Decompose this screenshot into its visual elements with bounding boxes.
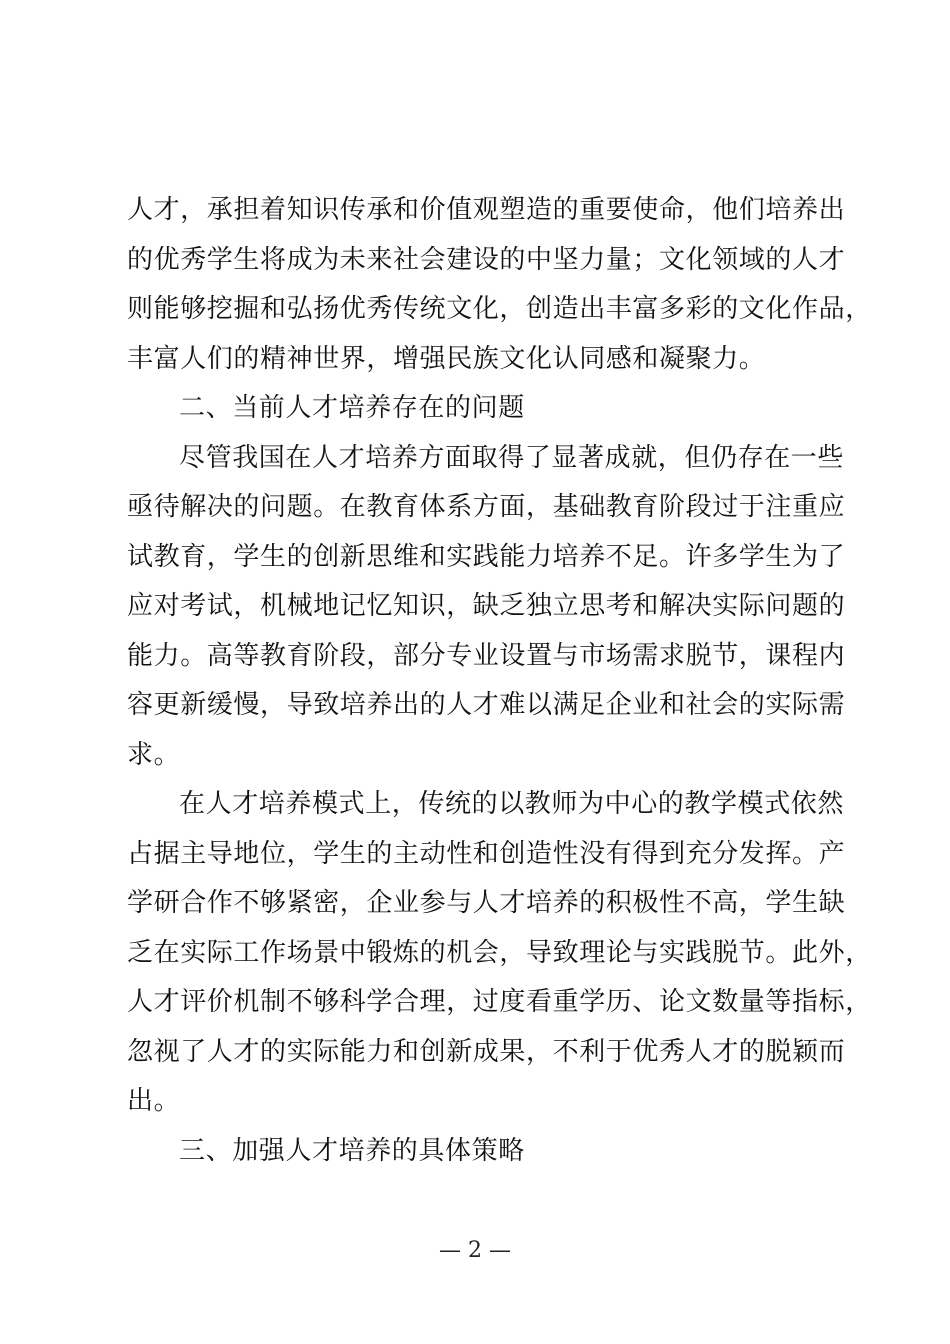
- text-line: 忽视了人才的实际能力和创新成果，不利于优秀人才的脱颖而: [127, 1036, 846, 1067]
- text-line: 则能够挖掘和弘扬优秀传统文化，创造出丰富多彩的文化作品，: [127, 294, 872, 324]
- text-line: 学研合作不够紧密，企业参与人才培养的积极性不高，学生缺: [127, 888, 846, 918]
- section-heading-3: [127, 1127, 853, 1177]
- section-heading-2: [127, 384, 853, 434]
- text-line: 能力。高等教育阶段，部分专业设置与市场需求脱节，课程内: [127, 640, 846, 671]
- text-line: 人才评价机制不够科学合理，过度看重学历、论文数量等指标，: [127, 987, 872, 1017]
- heading-text: 三、加强人才培养的具体策略: [179, 1135, 525, 1166]
- text-line: 求。: [127, 739, 181, 770]
- text-line: 人才，承担着知识传承和价值观塑造的重要使命，他们培养出: [127, 195, 846, 225]
- text-line: 出。: [127, 1086, 181, 1116]
- text-line: 丰富人们的精神世界，增强民族文化认同感和凝聚力。: [127, 343, 766, 374]
- text-line: 的优秀学生将成为未来社会建设的中坚力量；文化领域的人才: [127, 244, 846, 275]
- text-line: 乏在实际工作场景中锻炼的机会，导致理论与实践脱节。此外，: [127, 937, 872, 968]
- paragraph-problems-education: [127, 434, 853, 781]
- text-line: 容更新缓慢，导致培养出的人才难以满足企业和社会的实际需: [127, 690, 846, 720]
- text-line: 试教育，学生的创新思维和实践能力培养不足。许多学生为了: [127, 541, 846, 572]
- paragraph-continuation: [127, 186, 872, 384]
- heading-text: 二、当前人才培养存在的问题: [179, 393, 525, 423]
- document-body: [127, 186, 872, 1176]
- text-line: 在人才培养模式上，传统的以教师为中心的教学模式依然: [179, 789, 845, 819]
- text-line: 亟待解决的问题。在教育体系方面，基础教育阶段过于注重应: [127, 492, 846, 522]
- text-line: 应对考试，机械地记忆知识，缺乏独立思考和解决实际问题的: [127, 591, 846, 621]
- text-line: 尽管我国在人才培养方面取得了显著成就，但仍存在一些: [179, 442, 845, 473]
- text-line: 占据主导地位，学生的主动性和创造性没有得到充分发挥。产: [127, 838, 846, 869]
- page-number: — 2 —: [439, 1238, 511, 1263]
- paragraph-problems-model: [127, 780, 872, 1127]
